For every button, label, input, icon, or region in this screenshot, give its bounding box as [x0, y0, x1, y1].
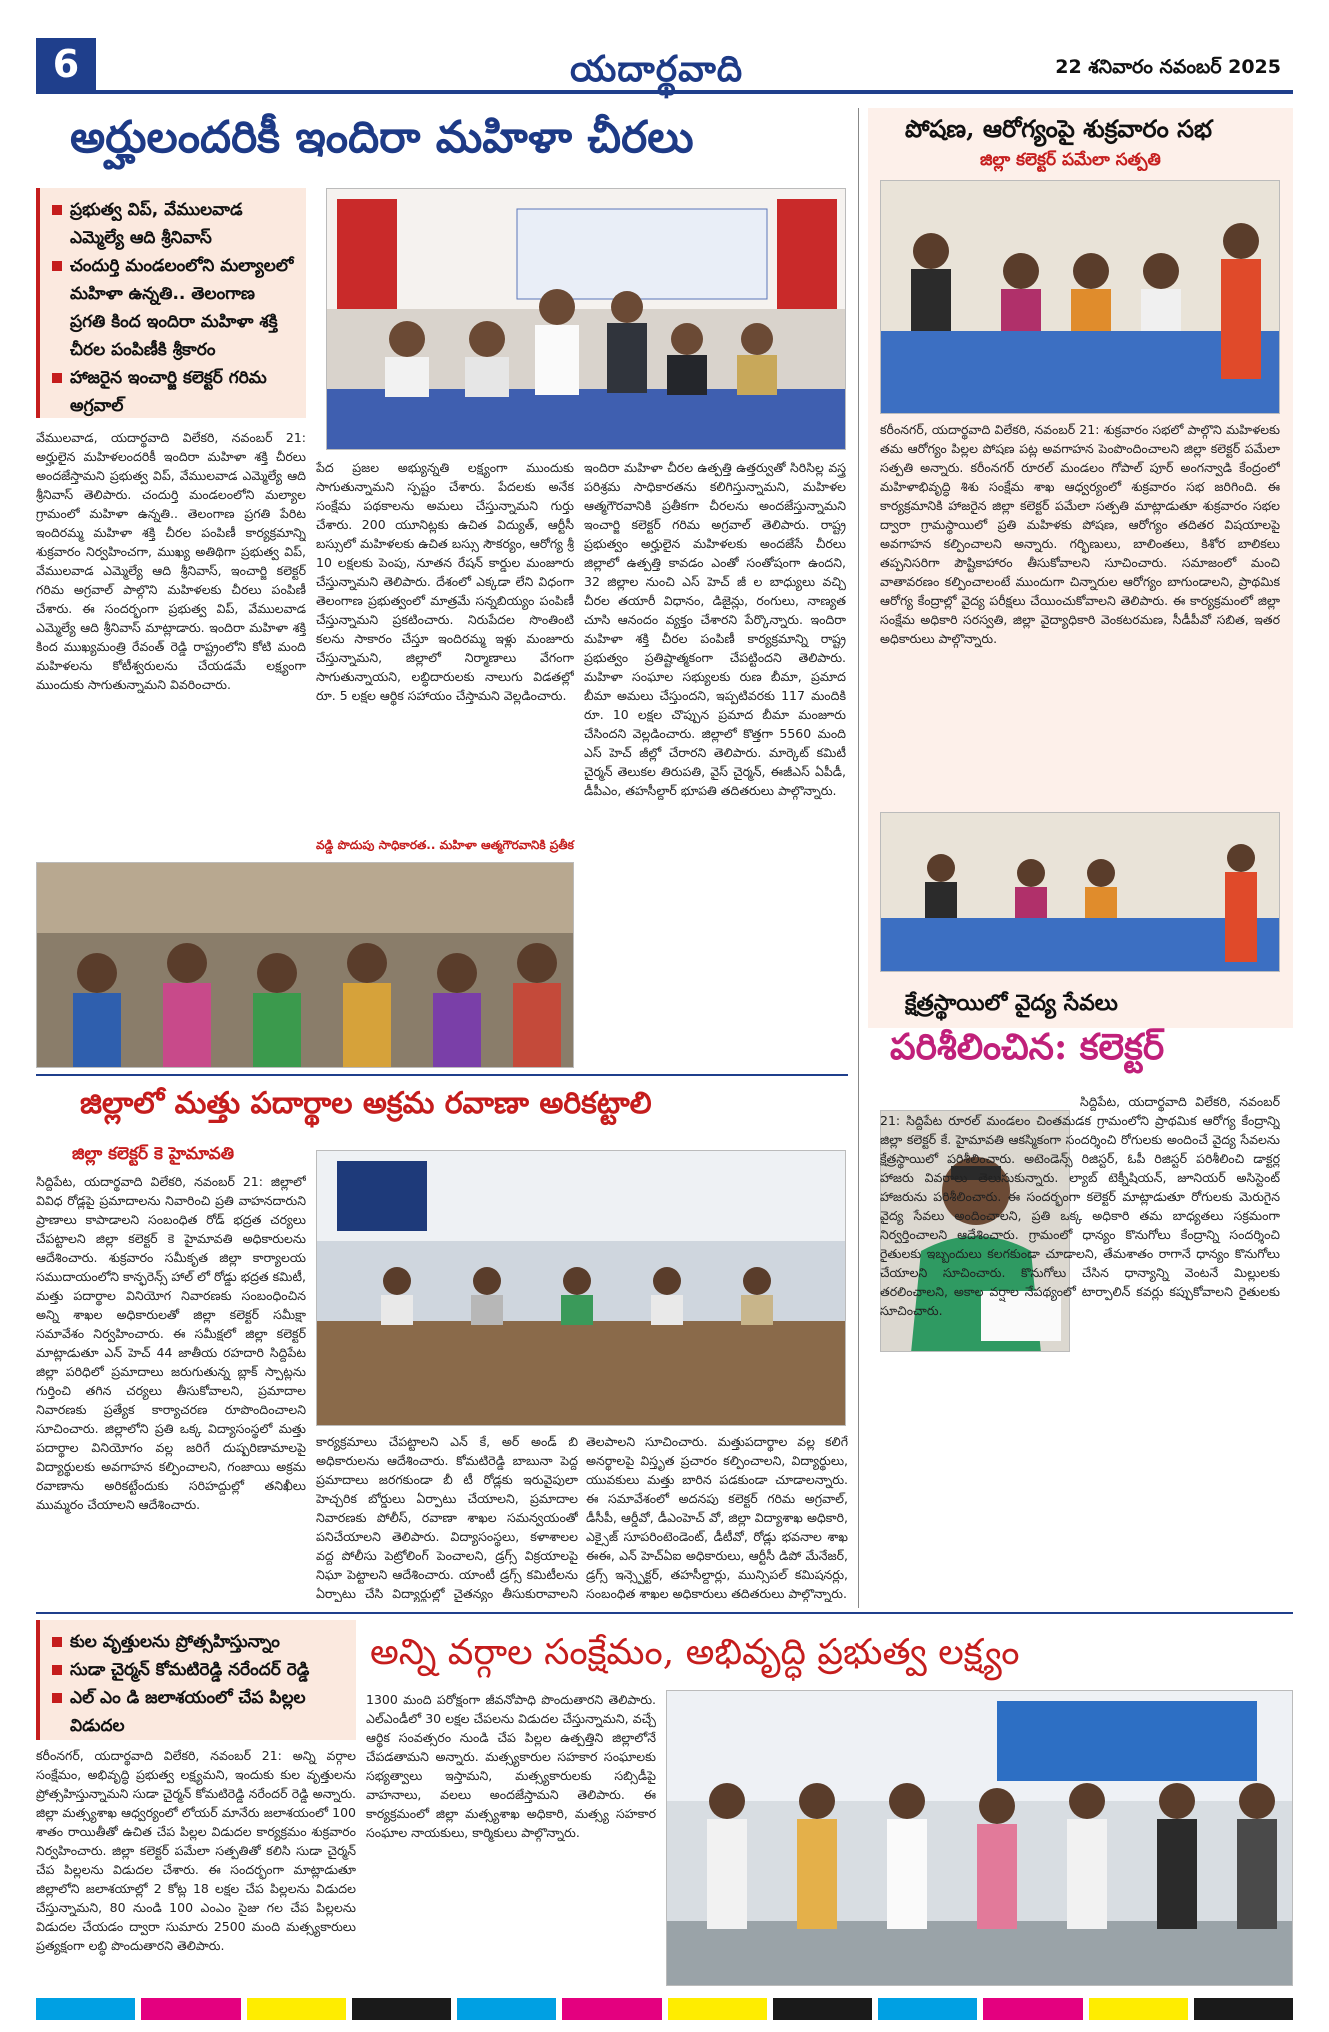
page-number: 6 [36, 38, 96, 90]
nutrition-byline: జిల్లా కలెక్టర్ పమేలా సత్పతి [980, 150, 1161, 170]
transport-body-mid: కార్యక్రమాలు చేపట్టాలని ఎన్ కే, అర్ అండ్ బి అధికారులను ఆదేశించారు. కోమటిరెడ్డి బాబునా పెద్ద ప్రమాదాలు జరగకుండా బీ టీ రోడ్లకు ఇరువైపులా హెచ్చరిక బోర్డులు ఏర్పాటు చేయాలని, ప్రమాదాల నివారణకు పోలీస్, రవాణా శాఖల సమన్వయంతో పనిచేయాలని తెలిపారు. విద్యాసంస్థలు, కళాశాలల వద్ద పోలీసు పెట్రోలింగ్ పెంచాలని, డ్రగ్స్ విక్రయాలపై నిఘా పెట్టాలని ఆదేశించారు. యాంటీ డ్రగ్స్ కమిటీలను ఏర్పాటు చేసి విద్యార్థుల్లో చైతన్యం తీసుకురావాలని [316, 1434, 578, 1601]
medical-body: సిద్దిపేట, యదార్థవాది విలేకరి, నవంబర్ 21: సిద్దిపేట రూరల్ మండలం చింతమడక గ్రామంలోని ప్రాథమిక ఆరోగ్య కేంద్రాన్ని జిల్లా కలెక్టర్ కే. హైమావతి ఆకస్మికంగా సందర్శించి రోగులకు అందించే వైద్య సేవలను క్షేత్రస్థాయిలో పరిశీలించారు. అటెండెన్స్ రిజిస్టర్, ఓపీ రిజిస్టర్ పరిశీలించి డాక్టర్ల హాజరు వివరాలు తెలుసుకున్నారు. ల్యాబ్ టెక్నీషియన్, జూనియర్ అసిస్టెంట్ హాజరును పరిశీలించారు. ఈ సందర్భంగా కలెక్టర్ మాట్లాడుతూ రోగులకు మెరుగైన వైద్య సేవలు అందించాలని, ప్రతి ఒక్క అధికారి తమ బాధ్యతలు సక్రమంగా నిర్వర్తించాలని ఆదేశించారు. గ్రామంలో ధాన్యం కొనుగోలు కేంద్రాన్ని సందర్శించి రైతులకు ఇబ్బందులు కలగకుండా చూడాలని, తేమశాతం రాగానే ధాన్యం కొనుగోలు చేయాలని సూచించారు. కొనుగోలు చేసిన ధాన్యాన్ని వెంటనే మిల్లులకు తరలించాలని, అకాల వర్షాల నేపథ్యంలో టార్పాలిన్ కవర్లు కప్పుకోవాలని రైతులకు సూచించారు. [880, 1094, 1280, 1318]
fisheries-body-left: కరీంనగర్, యదార్థవాది విలేకరి, నవంబర్ 21: అన్ని వర్గాల సంక్షేమం, అభివృద్ధి ప్రభుత్వ లక్ష్యమని, ఇందుకు కుల వృత్తులను ప్రోత్సహిస్తున్నామని సుడా చైర్మన్ కోమటిరెడ్డి నరేందర్ రెడ్డి అన్నారు. జిల్లా మత్స్యశాఖ ఆధ్వర్యంలో లోయర్ మానేరు జలాశయంలో 100 శాతం రాయితీతో ఉచిత చేప పిల్లల విడుదల కార్యక్రమం శుక్రవారం నిర్వహించారు. జిల్లా కలెక్టర్ పమేలా సత్పతితో కలిసి సుడా చైర్మన్ చేప పిల్లలను విడుదల చేశారు. ఈ సందర్భంగా మాట్లాడుతూ జిల్లాలోని జలాశయాల్లో 2 కోట్ల 18 లక్షల చేప పిల్లలను విడుదల చేస్తున్నామని, 80 నుండి 100 ఎంఎం సైజు గల చేప పిల్లలను విడుదల చేయడం ద్వారా సుమారు 2500 మంది మత్స్యకారులు ప్రత్యక్షంగా లబ్ధి పొందుతారని తెలిపారు. [36, 1748, 356, 1953]
transport-headline: జిల్లాలో మత్తు పదార్థాల అక్రమ రవాణా అరికట్టాలి [80, 1086, 652, 1121]
nutrition-body: కరీంనగర్, యదార్థవాది విలేకరి, నవంబర్ 21: శుక్రవారం సభలో పాల్గొని మహిళలకు తమ ఆరోగ్యం పిల్లల పోషణ పట్ల అవగాహన పెంపొందించాలని జిల్లా కలెక్టర్ పమేలా సత్పతి అన్నారు. కరీంనగర్ రూరల్ మండలం గోపాల్ పూర్ అంగన్వాడి కేంద్రంలో మహిళాభివృద్ధి శిశు సంక్షేమ శాఖ ఆధ్వర్యంలో శుక్రవారం సభ జరిగింది. ఈ కార్యక్రమానికి హాజరైన జిల్లా కలెక్టర్ పమేలా సత్పతి మాట్లాడుతూ శుక్రవారం సభల ద్వారా గ్రామస్థాయిలో ప్రతి మహిళకు పోషణ, ఆరోగ్యం తదితర విషయాలపై అవగాహన కల్పించాలని అన్నారు. గర్భిణులు, బాలింతలు, కిశోర బాలికలు తప్పనిసరిగా పౌష్టికాహారం తీసుకోవాలని సూచించారు. సమాజంలో మంచి వాతావరణం కల్పించాలంటే ముందుగా చిన్నారుల ఆరోగ్యం బాగుండాలని, ప్రాథమిక ఆరోగ్య కేంద్రాల్లో వైద్య పరీక్షలు చేయించుకోవాలని తెలిపారు. ఈ కార్యక్రమంలో జిల్లా సంక్షేమ అధికారి సరస్వతి, జిల్లా వైద్యాధికారి వెంకటరమణ, సీడీపీవో సబిత, ఇతర అధికారులు పాల్గొన్నారు. [880, 422, 1280, 646]
color-swatch [36, 1998, 135, 2020]
transport-photo [316, 1150, 846, 1426]
color-swatch [773, 1998, 872, 2020]
lead-body-right: ఇందిరా మహిళా చీరల ఉత్పత్తి ఉత్తర్వుతో సిరిసిల్ల వస్త్ర పరిశ్రమ సాధికారతను కలిగిస్తున్నామని, మహిళల ఆత్మగౌరవానికి ప్రతీకగా చీరలను అందజేస్తున్నామని ఇంచార్జి కలెక్టర్ గరిమ అగ్రవాల్ తెలిపారు. రాష్ట్ర ప్రభుత్వం అర్హులైన మహిళలకు అందజేసే చీరలు జిల్లాలో ఉత్పత్తి కావడం ఎంతో సంతోషంగా ఉందని, 32 జిల్లాల నుంచి ఎస్ హెచ్ జీ ల బాధ్యులు వచ్చి చీరల తయారీ విధానం, డిజైన్లు, రంగులు, నాణ్యత చూసి ఆనందం వ్యక్తం చేశారని పేర్కొన్నారు. ఇందిరా మహిళా శక్తి చీరల పంపిణీ కార్యక్రమాన్ని రాష్ట్ర ప్రభుత్వం ప్రతిష్టాత్మకంగా చేపట్టిందని తెలిపారు. మహిళా సంఘాల సభ్యులకు రుణ బీమా, ప్రమాద బీమా అమలు చేస్తుందని, ఇప్పటివరకు 117 మందికి రూ. 10 లక్షల చొప్పున ప్రమాద బీమా మంజూరు చేసిందని వెల్లడించారు. జిల్లాలో కొత్తగా 5560 మంది ఎస్ హెచ్ జీల్లో చేరారని తెలిపారు. మార్కెట్ కమిటీ చైర్మన్ తెలుకల తిరుపతి, వైస్ చైర్మన్, ఈజీఎస్ ఏపీడీ, డీపీఎం, తహసీల్దార్ భూపతి తదితరులు పాల్గొన్నారు. [584, 460, 846, 798]
print-color-bar [36, 1998, 1293, 2020]
lead-body-mid: పేద ప్రజల అభ్యున్నతి లక్ష్యంగా ముందుకు సాగుతున్నామని స్పష్టం చేశారు. పేదలకు అనేక సంక్షేమ పథకాలను అమలు చేస్తున్నామని గుర్తు చేశారు. 200 యూనిట్లకు ఉచిత విద్యుత్, ఆర్టీసీ బస్సులో మహిళలకు ఉచిత బస్సు సౌకర్యం, ఆరోగ్య శ్రీ 10 లక్షలకు పెంపు, నూతన రేషన్ కార్డుల మంజూరు చేస్తున్నామని తెలిపారు. దేశంలో ఎక్కడా లేని విధంగా తెలంగాణ ప్రభుత్వంలో మాత్రమే సన్నబియ్యం పంపిణీ చేస్తున్నామని ప్రకటించారు. నిరుపేదల సొంతింటి కలను సాకారం చేస్తూ ఇందిరమ్మ ఇళ్లు మంజూరు చేస్తున్నామని, జిల్లాలో నిర్మాణాలు వేగంగా సాగుతున్నాయని, లబ్ధిదారులకు నాలుగు విడతల్లో రూ. 5 లక్షల ఆర్థిక సహాయం చేస్తామని వెల్లడించారు. [316, 460, 574, 703]
color-swatch [247, 1998, 346, 2020]
transport-body-left: సిద్దిపేట, యదార్థవాది విలేకరి, నవంబర్ 21: జిల్లాలో వివిధ రోడ్లపై ప్రమాదాలను నివారించి ప్రతి వాహనదారుని ప్రాణాలు కాపాడాలని సంబంధిత రోడ్ భద్రత చర్యలు చేపట్టాలని జిల్లా కలెక్టర్ కె హైమావతి అధికారులను ఆదేశించారు. శుక్రవారం సమీకృత జిల్లా కార్యాలయ సముదాయంలోని కాన్ఫరెన్స్ హాల్ లో రోడ్డు భద్రత కమిటీ, మత్తు పదార్థాల వినియోగ నివారణకు సంబంధించిన అన్ని శాఖల అధికారులతో జిల్లా కలెక్టర్ సమీక్షా సమావేశం నిర్వహించారు. ఈ సమీక్షలో జిల్లా కలెక్టర్ మాట్లాడుతూ ఎన్ హెచ్ 44 జాతీయ రహదారి సిద్దిపేట జిల్లా పరిధిలో ప్రమాదాలు జరుగుతున్న బ్లాక్ స్పాట్లను గుర్తించి తగిన చర్యలు తీసుకోవాలని, ప్రమాదాల నివారణకు ప్రత్యేక కార్యాచరణ రూపొందించాలని సూచించారు. జిల్లాలోని ప్రతి ఒక్క విద్యాసంస్థలో మత్తు పదార్థాల వినియోగం వల్ల జరిగే దుష్పరిణామాలపై విద్యార్థులకు అవగాహన కల్పించాలని, గంజాయి అక్రమ రవాణాను అరికట్టేందుకు సరిహద్దుల్లో తనిఖీలు ముమ్మరం చేయాలని ఆదేశించారు. [36, 1174, 306, 1512]
lead-bullet: హాజరైన ఇంచార్జి కలెక్టర్ గరిమ అగ్రవాల్ [50, 364, 296, 420]
audience-photo-illustration [37, 863, 574, 1068]
fisheries-bullet: కుల వృత్తులను ప్రోత్సహిస్తున్నాం [50, 1628, 346, 1656]
medical-headline: పరిశీలించిన: కలెక్టర్ [890, 1026, 1165, 1068]
lead-bullet: ప్రభుత్వ విప్, వేములవాడ ఎమ్మెల్యే ఆది శ్రీనివాస్ [50, 196, 296, 252]
fisheries-photo-illustration [667, 1691, 1293, 1986]
color-swatch [878, 1998, 977, 2020]
transport-byline: జిల్లా కలెక్టర్ కె హైమావతి [72, 1144, 235, 1164]
column-divider [858, 108, 859, 1608]
color-swatch [1194, 1998, 1293, 2020]
fisheries-bullet: ఎల్ ఎం డి జలాశయంలో చేప పిల్లల విడుదల [50, 1684, 346, 1740]
header-rule [36, 90, 1293, 94]
paper-name: యదార్థవాది [570, 48, 744, 90]
nutrition-photo-1 [880, 180, 1280, 414]
nutrition-photo-illustration-2 [881, 813, 1280, 972]
nutrition-photo-illustration-1 [881, 181, 1280, 414]
fisheries-photo [666, 1690, 1293, 1986]
lead-headline: అర్హులందరికీ ఇందిరా మహిళా చీరలు [70, 112, 694, 163]
color-swatch [457, 1998, 556, 2020]
medical-kicker: క్షేత్రస్థాయిలో వైద్య సేవలు [905, 990, 1118, 1016]
lead-body-left: వేములవాడ, యదార్థవాది విలేకరి, నవంబర్ 21: అర్హులైన మహిళలందరికీ ఇందిరా మహిళా శక్తి చీరలు అందజేస్తామని ప్రభుత్వ విప్, వేములవాడ ఎమ్మెల్యే ఆది శ్రీనివాస్ తెలిపారు. చందుర్తి మండలంలోని మల్యాల గ్రామంలో మహిళా ఉన్నతి.. తెలంగాణ ప్రగతి పేరిట ఇందిరమ్మ మహిళా శక్తి చీరల పంపిణీ కార్యక్రమాన్ని శుక్రవారం నిర్వహించగా, ముఖ్య అతిథిగా ప్రభుత్వ విప్, వేములవాడ ఎమ్మెల్యే ఆది శ్రీనివాస్, ఇంచార్జి కలెక్టర్ గరిమ అగ్రవాల్ పాల్గొని మహిళలకు చీరలు పంపిణీ చేశారు. ఈ సందర్భంగా ప్రభుత్వ విప్, వేములవాడ ఎమ్మెల్యే ఆది శ్రీనివాస్ మాట్లాడారు. ఇందిరా మహిళా శక్తి కింద ముఖ్యమంత్రి రేవంత్ రెడ్డి రాష్ట్రంలోని కోటి మంది మహిళలను కోటీశ్వరులను చేయడమే లక్ష్యంగా ముందుకు సాగుతున్నామని వివరించారు. [36, 430, 306, 692]
fisheries-bullet: సుడా చైర్మన్ కోమటిరెడ్డి నరేందర్ రెడ్డి [50, 1656, 346, 1684]
section-rule [36, 1612, 1293, 1614]
nutrition-photo-2 [880, 812, 1280, 972]
masthead [0, 0, 1329, 100]
fisheries-headline: అన్ని వర్గాల సంక్షేమం, అభివృద్ధి ప్రభుత్వ లక్ష్యం [370, 1632, 1020, 1673]
lead-photo-stage [326, 188, 846, 450]
stage-photo-illustration [327, 189, 846, 450]
color-swatch [1089, 1998, 1188, 2020]
lead-bullet: చందుర్తి మండలంలోని మల్యాలలో మహిళా ఉన్నతి.. తెలంగాణ ప్రగతి కింద ఇందిరా మహిళా శక్తి చీరల పంపిణీకి శ్రీకారం [50, 252, 296, 364]
color-swatch [141, 1998, 240, 2020]
color-swatch [562, 1998, 661, 2020]
meeting-photo-illustration [317, 1151, 846, 1426]
transport-body-right: తెలపాలని సూచించారు. మత్తుపదార్థాల వల్ల కలిగే అనర్థాలపై విస్తృత ప్రచారం కల్పించాలని, విద్యార్థులు, యువకులు మత్తు బారిన పడకుండా చూడాలన్నారు. ఈ సమావేశంలో అదనపు కలెక్టర్ గరిమ అగ్రవాల్, డీసీపీ, ఆర్డీవో, డీఎంహెచ్ వో, జిల్లా విద్యాశాఖ అధికారి, ఎక్సైజ్ సూపరింటెండెంట్, డీటీవో, రోడ్లు భవనాల శాఖ ఈఈ, ఎన్ హెచ్ఏఐ అధికారులు, ఆర్టీసీ డిపో మేనేజర్, డ్రగ్స్ ఇన్స్పెక్టర్, తహసీల్దార్లు, మున్సిపల్ కమిషనర్లు, సంబంధిత శాఖల అధికారులు తదితరులు పాల్గొన్నారు. [586, 1434, 848, 1601]
fisheries-bullets [36, 1620, 356, 1740]
color-swatch [983, 1998, 1082, 2020]
lead-caption: వడ్డి పొదుపు సాధికారత.. మహిళా ఆత్మగౌరవానికి ప్రతీక [316, 838, 574, 852]
dateline: 22 శనివారం నవంబర్ 2025 [1055, 56, 1281, 78]
lead-photo-audience [36, 862, 574, 1068]
fisheries-body-mid: 1300 మంది పరోక్షంగా జీవనోపాధి పొందుతారని తెలిపారు. ఎల్ఎండీలో 30 లక్షల చేపలను విడుదల చేస్తున్నామని, వచ్చే ఆర్థిక సంవత్సరం నుండి చేప పిల్లల ఉత్పత్తిని జిల్లాలోనే చేపడతామని అన్నారు. మత్స్యకారుల సహకార సంఘాలకు సభ్యత్వాలు ఇస్తామని, మత్స్యకారులకు సబ్సిడీపై వాహనాలు, వలలు అందజేస్తామని తెలిపారు. ఈ కార్యక్రమంలో జిల్లా మత్స్యశాఖ అధికారి, మత్స్య సహకార సంఘాల నాయకులు, కార్మికులు పాల్గొన్నారు. [366, 1692, 656, 1840]
color-swatch [352, 1998, 451, 2020]
section-rule [36, 1074, 848, 1076]
color-swatch [668, 1998, 767, 2020]
nutrition-headline: పోషణ, ఆరోగ్యంపై శుక్రవారం సభ [905, 114, 1212, 143]
lead-bullets [36, 188, 306, 418]
